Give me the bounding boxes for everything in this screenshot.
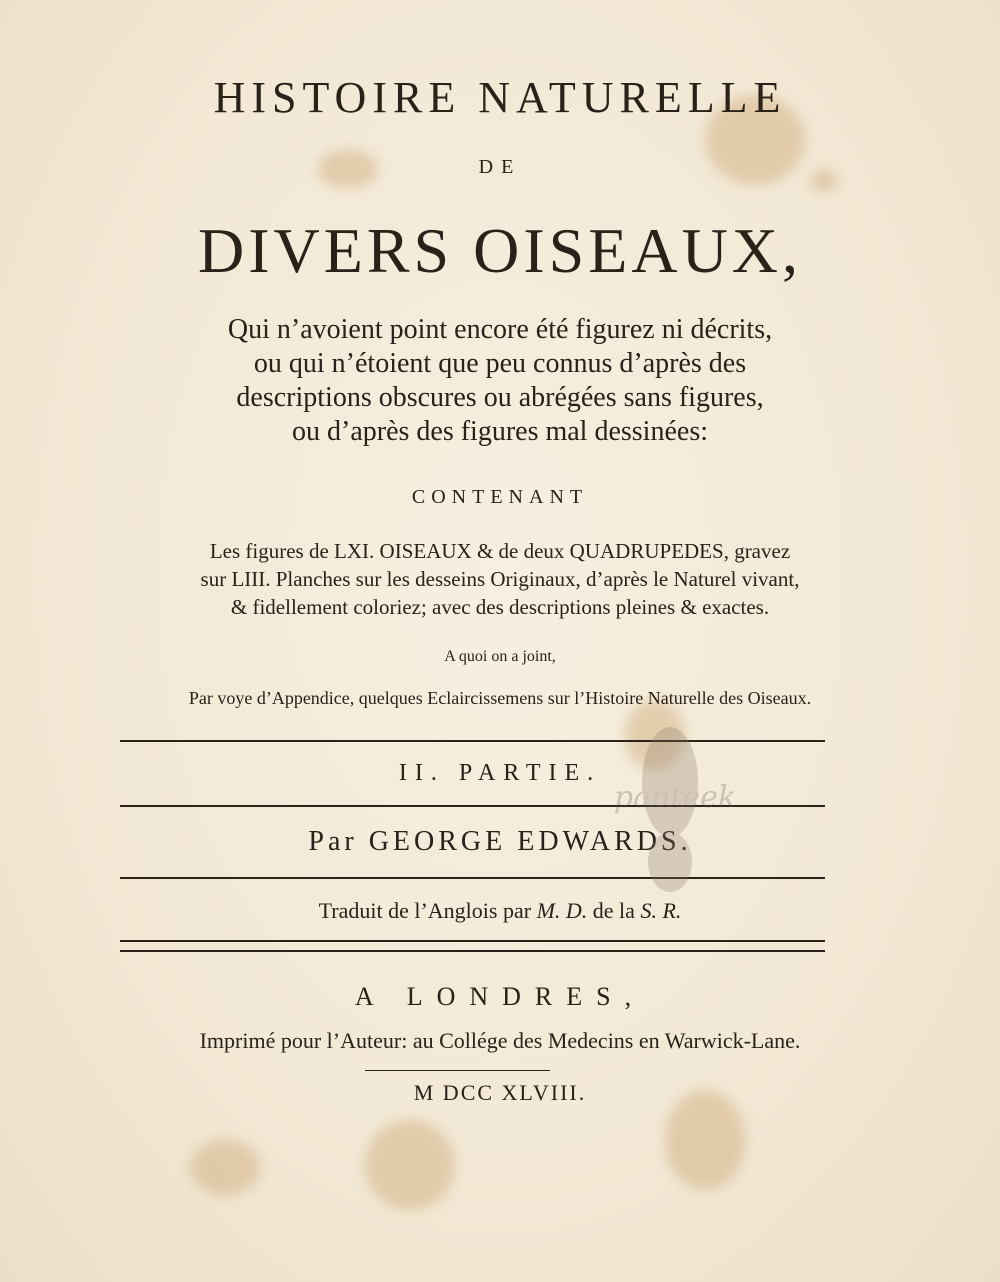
partie-heading: II. PARTIE. [398, 760, 602, 786]
title-line-1: HISTOIRE NATURELLE [213, 73, 787, 122]
imprint-printer: Imprimé pour l’Auteur: au Collége des Medecins en Warwick-Lane. [199, 1028, 801, 1053]
foxing-stain [365, 1120, 455, 1210]
author-line: Par GEORGE EDWARDS. [308, 826, 692, 857]
divider [120, 940, 825, 942]
subtitle-line: descriptions obscures ou abrégées sans figures, [236, 382, 764, 413]
watermark-logo-icon [585, 712, 765, 912]
subtitle-line: ou qui n’étoient que peu connus d’après des [253, 348, 747, 379]
watermark-text: panteek [613, 780, 737, 815]
subtitle-line: Qui n’avoient point encore été figurez ni décrits, [227, 314, 773, 345]
foxing-stain [190, 1140, 260, 1195]
contenant-heading: CONTENANT [411, 486, 589, 508]
translator-middle: de la [592, 898, 635, 923]
translator-line [0, 898, 1000, 924]
subtitle-line: ou d’après des figures mal dessinées: [292, 416, 708, 447]
appendix-text: Par voye d’Appendice, quelques Eclaircissemens sur l’Histoire Naturelle des Oiseaux. [188, 688, 812, 708]
translator-initials: M. D. [536, 898, 588, 923]
divider [120, 950, 825, 952]
imprint-city: A LONDRES, [354, 982, 646, 1011]
description-line: & fidellement coloriez; avec des descriptions pleines & exactes. [230, 595, 770, 619]
translator-society: S. R. [640, 898, 682, 923]
title-line-2: DE [478, 156, 522, 178]
description-line: sur LIII. Planches sur les desseins Originaux, d’après le Naturel vivant, [200, 567, 800, 591]
joint-text: A quoi on a joint, [444, 648, 556, 665]
divider [365, 1070, 550, 1071]
title-line-3: DIVERS OISEAUX, [198, 215, 802, 286]
description-line: Les figures de LXI. OISEAUX & de deux QUADRUPEDES, gravez [209, 539, 791, 563]
translator-prefix: Traduit de l’Anglois par [318, 898, 532, 923]
imprint-year: M DCC XLVIII. [413, 1080, 587, 1105]
